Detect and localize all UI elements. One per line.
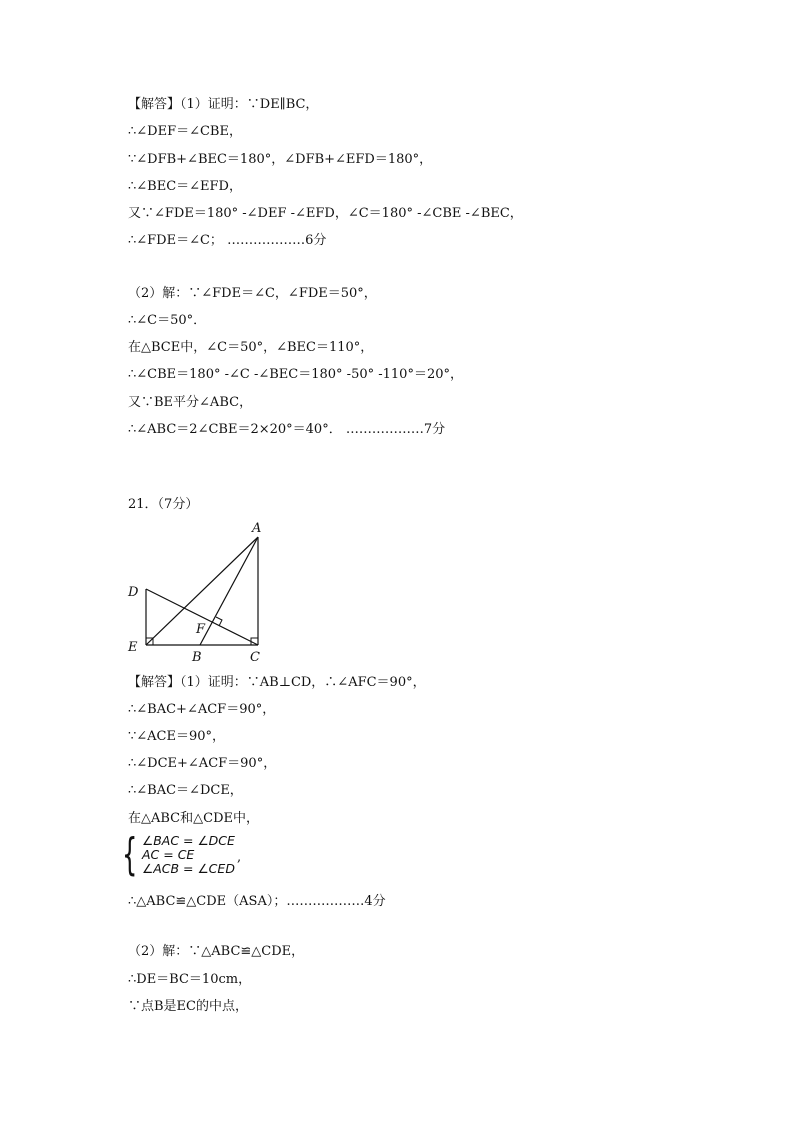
text-line: ∴∠DEF＝∠CBE， [128,124,242,139]
equation-system [122,829,242,880]
system-row-2: AC = CE [142,847,195,862]
text-line: 在△BCE中，∠C＝50°，∠BEC＝110°， [128,340,374,355]
label-a: A [252,521,262,536]
text-line: （2）解：∵∠FDE＝∠C，∠FDE＝50°， [128,286,377,301]
label-c: C [250,650,260,665]
label-f: F [196,622,206,637]
text-line: 21．（7分） [128,497,199,512]
text-line: 又∵BE平分∠ABC， [128,395,253,410]
system-row-1: ∠BAC = ∠DCE [142,833,235,848]
text-line: ∴∠ABC＝2∠CBE＝2×20°＝40°． ………………7分 [128,422,446,437]
text-line: 【解答】（1）证明：∵AB⊥CD，∴∠AFC＝90°， [128,675,426,690]
text-line: ∵点B是EC的中点， [128,999,248,1014]
segment-ab [200,537,258,645]
text-line: ∵∠DFB+∠BEC＝180°，∠DFB+∠EFD＝180°， [128,152,433,167]
text-line: 在△ABC和△CDE中， [128,811,259,826]
text-line: ∵∠ACE＝90°， [128,729,226,744]
label-d: D [128,585,139,600]
left-brace-icon: { [122,829,138,880]
label-e: E [128,640,138,655]
text-line: ∴∠FDE＝∠C； ………………6分 [128,233,327,248]
text-line: ∴DE＝BC＝10cm， [128,972,252,987]
text-line: 【解答】（1）证明：∵DE∥BC， [128,97,319,112]
label-b: B [192,650,202,665]
text-line: 又∵∠FDE＝180° -∠DEF -∠EFD，∠C＝180° -∠CBE -∠BEC， [128,206,523,221]
system-row-3: ∠ACB = ∠CED [142,861,235,876]
text-line: ∴△ABC≌△CDE（ASA）；………………4分 [128,894,386,909]
text-line: ∴∠DCE+∠ACF＝90°， [128,756,277,771]
text-line: ∴∠CBE＝180° -∠C -∠BEC＝180° -50° -110°＝20°， [128,367,463,382]
text-line: ∴∠BAC＝∠DCE， [128,783,243,798]
text-line: ∴∠BAC+∠ACF＝90°， [128,702,276,717]
text-line: ∴∠BEC＝∠EFD， [128,179,242,194]
geometry-figure [120,517,270,667]
text-line: （2）解：∵△ABC≌△CDE， [128,944,305,959]
text-line: ∴∠C＝50°． [128,313,207,328]
system-comma: , [236,849,242,865]
